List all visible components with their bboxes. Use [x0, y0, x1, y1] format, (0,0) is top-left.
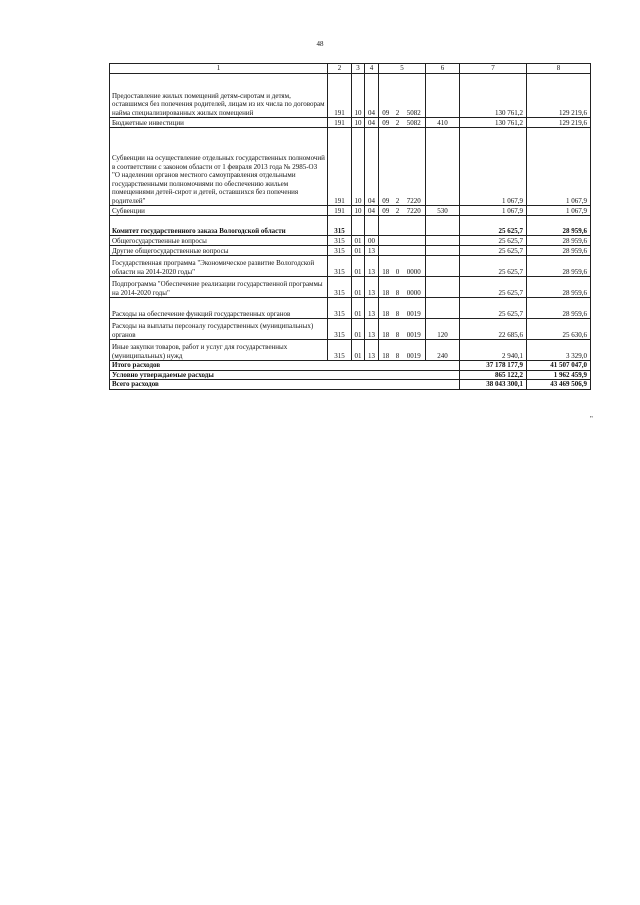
row-direction-cell: 0019	[403, 298, 426, 319]
row-section-cell: 01	[352, 319, 365, 340]
row-subprogram-cell: 8	[393, 298, 403, 319]
row-subprogram-cell: 2	[393, 128, 403, 206]
row-name-cell: Предоставление жилых помещений детям-сиротам и детям, оставшимся без попечения родителей, лицам из их числа по договорам найма специализированных жилых помещений	[110, 74, 328, 118]
row-expense-type-cell	[426, 216, 460, 236]
total-amount-2019: 38 043 300,1	[460, 380, 527, 390]
row-program-cell: 09	[379, 206, 393, 216]
row-direction-cell: 5082	[403, 118, 426, 128]
row-subsection-cell: 04	[365, 118, 379, 128]
row-expense-type-cell	[426, 236, 460, 246]
row-amount-2020-cell: 28 959,6	[527, 298, 591, 319]
row-subsection-cell: 04	[365, 74, 379, 118]
row-amount-2019-cell: 25 625,7	[460, 246, 527, 256]
row-name-cell: Другие общегосударственные вопросы	[110, 246, 328, 256]
row-name-cell: Иные закупки товаров, работ и услуг для государственных (муниципальных) нужд	[110, 340, 328, 361]
table-row	[110, 256, 591, 277]
row-name-cell: Бюджетные инвестиции	[110, 118, 328, 128]
row-name-cell: Общегосударственные вопросы	[110, 236, 328, 246]
row-direction-cell: 7220	[403, 206, 426, 216]
total-row	[110, 370, 591, 380]
total-row	[110, 361, 591, 371]
row-subprogram-cell: 8	[393, 340, 403, 361]
row-subsection-cell: 13	[365, 340, 379, 361]
row-subprogram-cell: 2	[393, 74, 403, 118]
row-subprogram-cell: 8	[393, 319, 403, 340]
row-subsection-cell: 13	[365, 298, 379, 319]
row-section-cell: 01	[352, 236, 365, 246]
row-direction-cell: 0019	[403, 340, 426, 361]
header-cell-1: 1	[110, 64, 328, 74]
row-code-cell: 315	[328, 340, 352, 361]
row-direction-cell: 0019	[403, 319, 426, 340]
row-direction-cell	[403, 246, 426, 256]
row-subsection-cell: 13	[365, 277, 379, 298]
row-name-cell: Подпрограмма "Обеспечение реализации государственной программы на 2014-2020 годы"	[110, 277, 328, 298]
row-amount-2019-cell: 1 067,9	[460, 128, 527, 206]
row-subsection-cell: 13	[365, 246, 379, 256]
header-cell-8: 8	[527, 64, 591, 74]
total-label: Всего расходов	[110, 380, 460, 390]
row-code-cell: 315	[328, 236, 352, 246]
row-amount-2019-cell: 25 625,7	[460, 236, 527, 246]
row-direction-cell	[403, 236, 426, 246]
header-cell-7: 7	[460, 64, 527, 74]
row-section-cell: 01	[352, 256, 365, 277]
row-expense-type-cell: 410	[426, 118, 460, 128]
row-direction-cell: 0000	[403, 256, 426, 277]
row-amount-2019-cell: 25 625,7	[460, 256, 527, 277]
row-program-cell: 09	[379, 128, 393, 206]
row-section-cell: 01	[352, 298, 365, 319]
row-subsection-cell: 00	[365, 236, 379, 246]
row-direction-cell: 7220	[403, 128, 426, 206]
table-row	[110, 206, 591, 216]
row-program-cell: 18	[379, 319, 393, 340]
header-cell-3: 3	[352, 64, 365, 74]
row-section-cell: 01	[352, 246, 365, 256]
row-expense-type-cell	[426, 277, 460, 298]
table-row	[110, 277, 591, 298]
table-row	[110, 216, 591, 236]
row-section-cell: 10	[352, 206, 365, 216]
row-amount-2020-cell: 3 329,0	[527, 340, 591, 361]
row-amount-2020-cell: 28 959,6	[527, 256, 591, 277]
row-code-cell: 191	[328, 74, 352, 118]
row-name-cell: Субвенции на осуществление отдельных государственных полномочий в соответствии с законом области от 1 февраля 2013 года № 2985-ОЗ "О наделении органов местного самоуправления отдельными государственными полномочиями по обеспечению жильем помещениями детей-сирот и детей, оставшихся без попечения родителей"	[110, 128, 328, 206]
row-amount-2020-cell: 129 219,6	[527, 74, 591, 118]
header-cell-5: 5	[379, 64, 426, 74]
row-name-cell: Комитет государственного заказа Вологодской области	[110, 216, 328, 236]
row-direction-cell	[403, 216, 426, 236]
row-direction-cell: 0000	[403, 277, 426, 298]
table-row	[110, 128, 591, 206]
row-subsection-cell: 04	[365, 206, 379, 216]
total-amount-2020: 1 962 459,9	[527, 370, 591, 380]
row-program-cell: 18	[379, 340, 393, 361]
row-code-cell: 315	[328, 319, 352, 340]
row-expense-type-cell	[426, 246, 460, 256]
total-amount-2020: 43 469 506,9	[527, 380, 591, 390]
row-program-cell: 09	[379, 118, 393, 128]
row-name-cell: Расходы на выплаты персоналу государственных (муниципальных) органов	[110, 319, 328, 340]
row-name-cell: Государственная программа "Экономическое развитие Вологодской области на 2014-2020 годы"	[110, 256, 328, 277]
row-expense-type-cell: 240	[426, 340, 460, 361]
row-subsection-cell	[365, 216, 379, 236]
row-program-cell: 18	[379, 277, 393, 298]
row-amount-2019-cell: 2 940,1	[460, 340, 527, 361]
row-program-cell: 18	[379, 298, 393, 319]
row-amount-2019-cell: 25 625,7	[460, 298, 527, 319]
row-amount-2020-cell: 129 219,6	[527, 118, 591, 128]
row-amount-2019-cell: 25 625,7	[460, 277, 527, 298]
row-expense-type-cell	[426, 256, 460, 277]
row-program-cell	[379, 216, 393, 236]
row-section-cell: 01	[352, 340, 365, 361]
row-code-cell: 191	[328, 128, 352, 206]
row-amount-2020-cell: 28 959,6	[527, 277, 591, 298]
row-code-cell: 315	[328, 256, 352, 277]
row-code-cell: 315	[328, 277, 352, 298]
table-row	[110, 118, 591, 128]
row-amount-2019-cell: 25 625,7	[460, 216, 527, 236]
row-subprogram-cell	[393, 236, 403, 246]
row-name-cell: Субвенции	[110, 206, 328, 216]
row-subsection-cell: 13	[365, 319, 379, 340]
row-code-cell: 315	[328, 246, 352, 256]
row-subprogram-cell	[393, 216, 403, 236]
page-number: 48	[316, 40, 324, 48]
row-code-cell: 315	[328, 216, 352, 236]
row-subprogram-cell: 8	[393, 277, 403, 298]
row-subsection-cell: 13	[365, 256, 379, 277]
header-cell-4: 4	[365, 64, 379, 74]
total-amount-2020: 41 507 047,0	[527, 361, 591, 371]
row-section-cell	[352, 216, 365, 236]
row-amount-2019-cell: 130 761,2	[460, 74, 527, 118]
table-row	[110, 246, 591, 256]
table-row	[110, 340, 591, 361]
row-code-cell: 191	[328, 206, 352, 216]
row-amount-2020-cell: 1 067,9	[527, 128, 591, 206]
row-expense-type-cell	[426, 128, 460, 206]
row-expense-type-cell	[426, 74, 460, 118]
total-amount-2019: 37 178 177,9	[460, 361, 527, 371]
table-row	[110, 298, 591, 319]
row-code-cell: 315	[328, 298, 352, 319]
header-cell-6: 6	[426, 64, 460, 74]
row-subsection-cell: 04	[365, 128, 379, 206]
row-amount-2020-cell: 28 959,6	[527, 246, 591, 256]
table-row	[110, 74, 591, 118]
row-program-cell: 09	[379, 74, 393, 118]
row-subprogram-cell	[393, 246, 403, 256]
table-row	[110, 319, 591, 340]
total-label: Итого расходов	[110, 361, 460, 371]
row-amount-2020-cell: 25 630,6	[527, 319, 591, 340]
header-row	[110, 64, 591, 74]
total-row	[110, 380, 591, 390]
closing-quote-mark: "	[590, 415, 593, 423]
table-body	[110, 74, 591, 390]
header-cell-2: 2	[328, 64, 352, 74]
row-section-cell: 10	[352, 118, 365, 128]
row-expense-type-cell	[426, 298, 460, 319]
row-amount-2020-cell: 1 067,9	[527, 206, 591, 216]
total-amount-2019: 865 122,2	[460, 370, 527, 380]
row-section-cell: 10	[352, 128, 365, 206]
row-program-cell	[379, 246, 393, 256]
row-program-cell: 18	[379, 256, 393, 277]
row-expense-type-cell: 530	[426, 206, 460, 216]
row-amount-2019-cell: 130 761,2	[460, 118, 527, 128]
row-amount-2020-cell: 28 959,6	[527, 216, 591, 236]
row-program-cell	[379, 236, 393, 246]
row-section-cell: 01	[352, 277, 365, 298]
total-label: Условно утверждаемые расходы	[110, 370, 460, 380]
row-amount-2019-cell: 22 685,6	[460, 319, 527, 340]
row-expense-type-cell: 120	[426, 319, 460, 340]
budget-table	[109, 63, 591, 390]
row-direction-cell: 5082	[403, 74, 426, 118]
row-section-cell: 10	[352, 74, 365, 118]
row-name-cell: Расходы на обеспечение функций государственных органов	[110, 298, 328, 319]
row-subprogram-cell: 2	[393, 118, 403, 128]
row-amount-2019-cell: 1 067,9	[460, 206, 527, 216]
row-subprogram-cell: 2	[393, 206, 403, 216]
row-subprogram-cell: 0	[393, 256, 403, 277]
row-code-cell: 191	[328, 118, 352, 128]
row-amount-2020-cell: 28 959,6	[527, 236, 591, 246]
table-row	[110, 236, 591, 246]
